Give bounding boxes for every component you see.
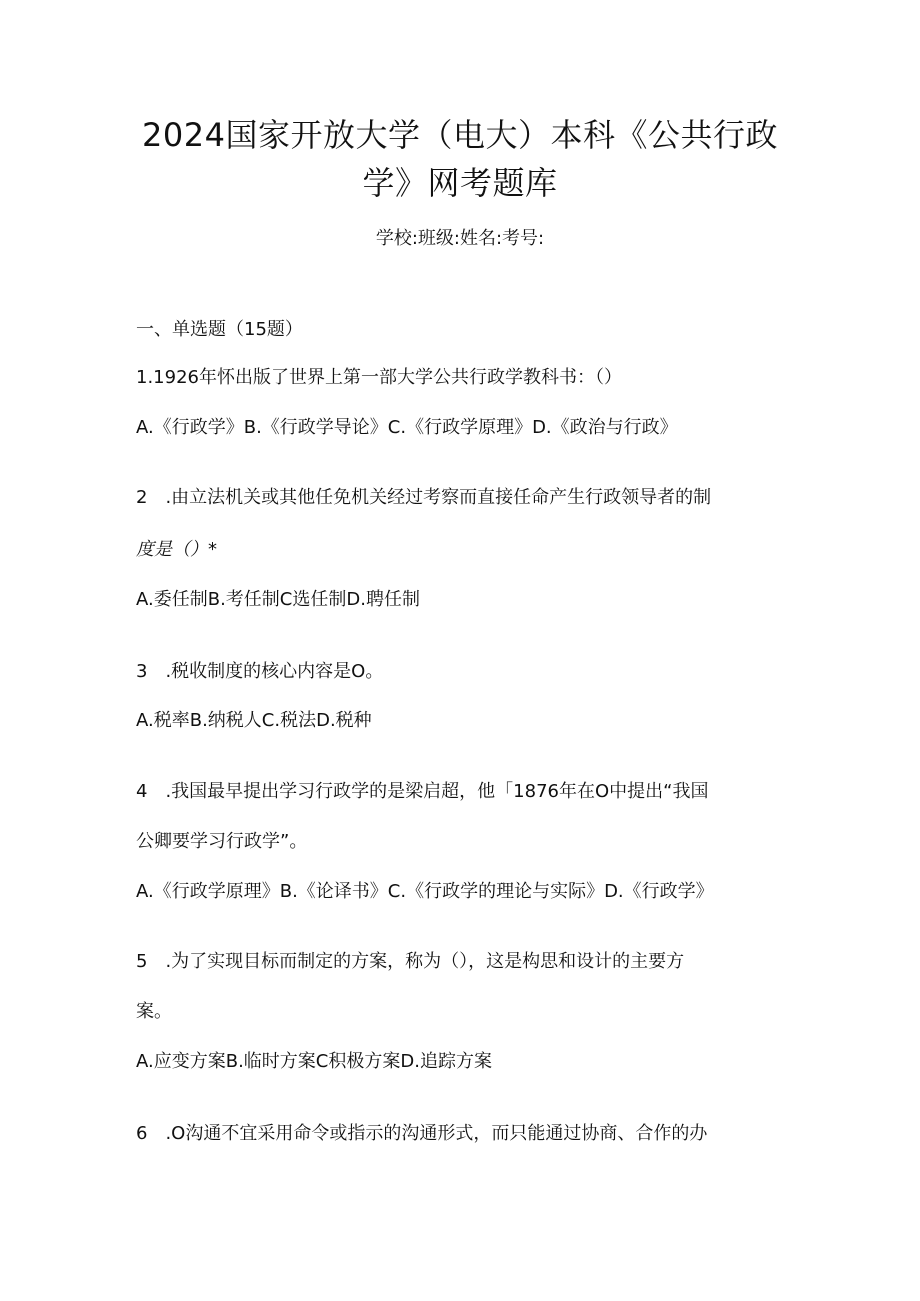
question-2-stem-line-1: 2 .由立法机关或其他任免机关经过考察而直接任命产生行政领导者的制 bbox=[136, 487, 712, 508]
document-title-line-2: 学》网考题库 bbox=[362, 164, 558, 202]
question-2-stem-line-2: 度是（）* bbox=[136, 539, 217, 560]
question-4-stem-line-1: 4 .我国最早提出学习行政学的是梁启超，他「1876年在O中提出“我国 bbox=[136, 781, 709, 802]
question-5-stem-line-1: 5 .为了实现目标而制定的方案，称为（），这是构思和设计的主要方 bbox=[136, 951, 685, 972]
question-6-stem-line-1: 6 .O沟通不宜采用命令或指示的沟通形式，而只能通过协商、合作的办 bbox=[136, 1123, 708, 1144]
question-4-options: A.《行政学原理》B.《论译书》C.《行政学的理论与实际》D.《行政学》 bbox=[136, 881, 714, 902]
document-title-line-1: 2024国家开放大学（电大）本科《公共行政 bbox=[142, 116, 778, 154]
question-5-options: A.应变方案B.临时方案C积极方案D.追踪方案 bbox=[136, 1051, 492, 1072]
student-info-line: 学校:班级:姓名:考号: bbox=[375, 228, 545, 249]
question-1-options: A.《行政学》B.《行政学导论》C.《行政学原理》D.《政治与行政》 bbox=[136, 417, 678, 438]
question-1-stem: 1.1926年怀出版了世界上第一部大学公共行政学教科书：（） bbox=[136, 367, 622, 388]
section-heading: 一、单选题（15题） bbox=[136, 319, 303, 340]
question-2-options: A.委任制B.考任制C选任制D.聘任制 bbox=[136, 589, 420, 610]
question-4-stem-line-2: 公卿要学习行政学”。 bbox=[136, 831, 308, 852]
question-3-options: A.税率B.纳税人C.税法D.税种 bbox=[136, 710, 372, 731]
question-5-stem-line-2: 案。 bbox=[136, 1001, 172, 1022]
question-3-stem: 3 .税收制度的核心内容是O。 bbox=[136, 661, 384, 682]
